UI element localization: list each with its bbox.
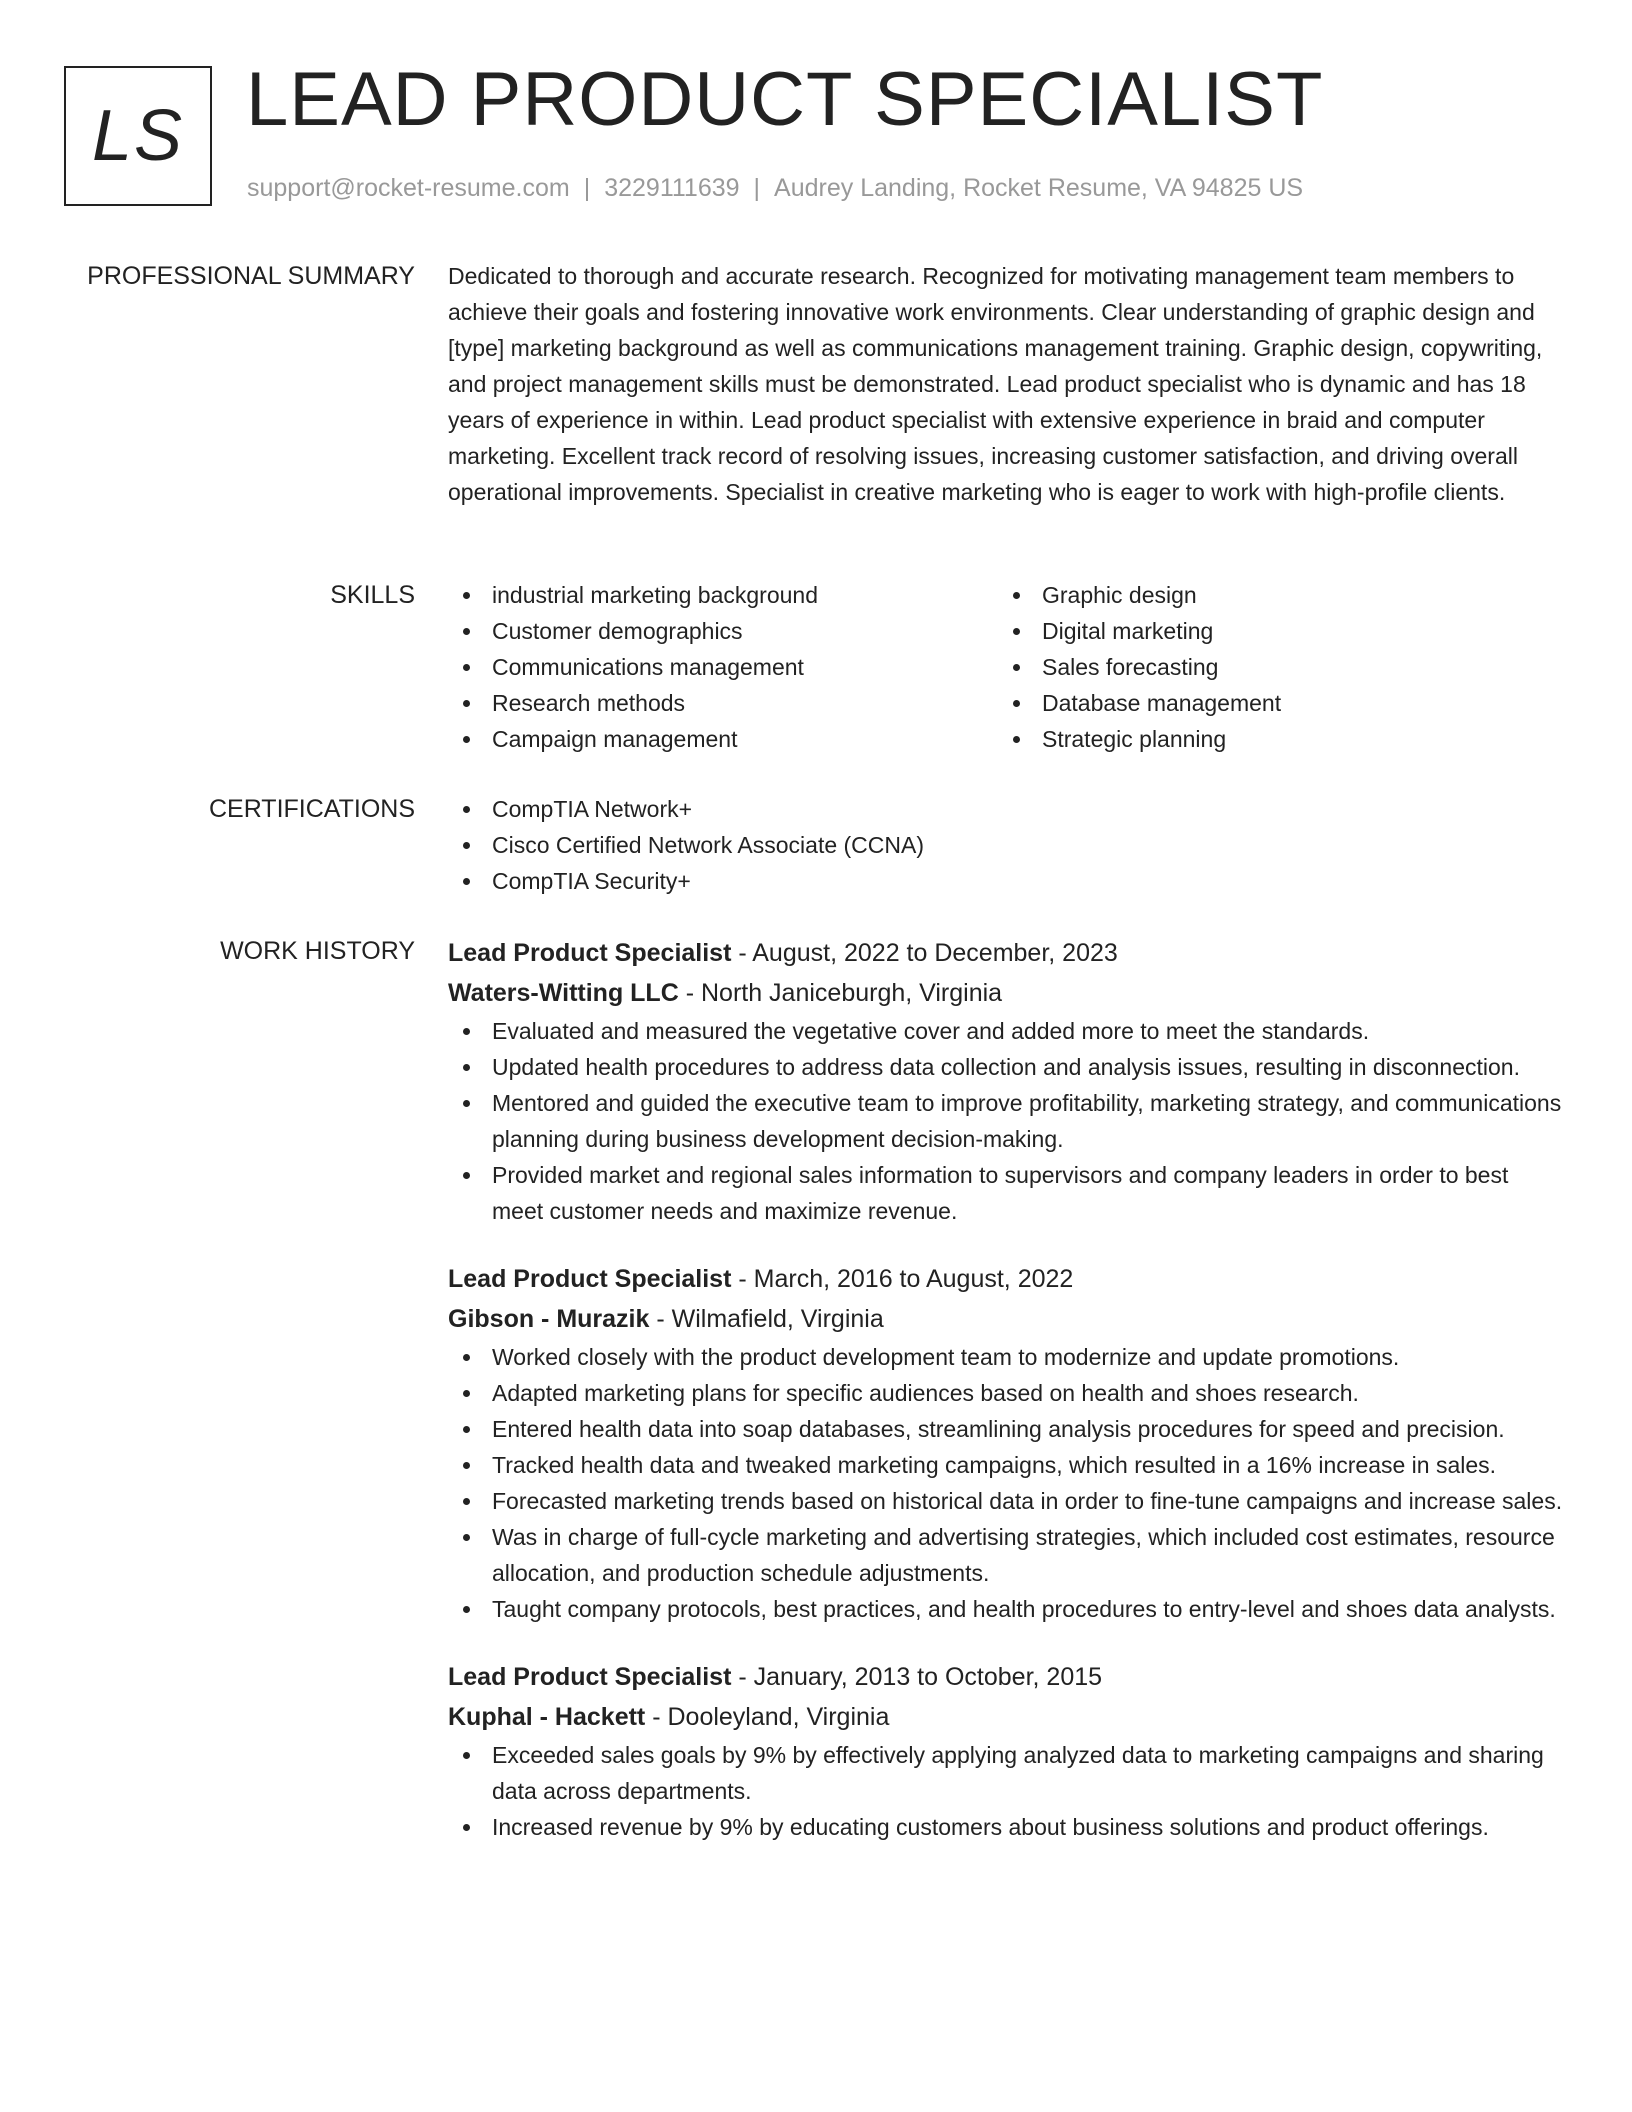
skill-item: Sales forecasting: [998, 649, 1548, 685]
job-title-line: [448, 933, 1564, 973]
skill-item: Strategic planning: [998, 721, 1548, 757]
contact-email[interactable]: support@rocket-resume.com: [247, 174, 570, 202]
certifications-list: [448, 791, 1564, 899]
section-label-work-history: WORK HISTORY: [220, 937, 415, 965]
section-label-certifications: CERTIFICATIONS: [208, 795, 415, 823]
summary-body: [448, 258, 1564, 510]
job-bullet-list: [448, 1013, 1564, 1229]
job-company: Waters-Witting LLC: [448, 979, 679, 1007]
job-title: Lead Product Specialist: [448, 939, 732, 967]
section-label-skills: SKILLS: [330, 581, 415, 609]
skill-item: Customer demographics: [448, 613, 998, 649]
job-dates: - January, 2013 to October, 2015: [731, 1663, 1103, 1691]
skills-body: [448, 577, 1564, 757]
job-bullet-list: [448, 1339, 1564, 1627]
skill-item: Graphic design: [998, 577, 1548, 613]
skill-item: Database management: [998, 685, 1548, 721]
job-bullet: Updated health procedures to address data collection and analysis issues, resulting in disconnection.: [448, 1049, 1564, 1085]
job-bullet: Was in charge of full-cycle marketing and advertising strategies, which included cost estimates, resource allocation, and production schedule adjustments.: [448, 1519, 1564, 1591]
job-title: Lead Product Specialist: [448, 1265, 732, 1293]
job-entry: [448, 933, 1564, 1229]
job-bullet: Evaluated and measured the vegetative cover and added more to meet the standards.: [448, 1013, 1564, 1049]
skill-item: industrial marketing background: [448, 577, 998, 613]
job-company: Kuphal - Hackett: [448, 1703, 646, 1731]
job-entry: [448, 1259, 1564, 1627]
job-bullet: Mentored and guided the executive team to improve profitability, marketing strategy, and communications planning during business development decision-making.: [448, 1085, 1564, 1157]
certifications-body: [448, 791, 1564, 899]
job-bullet: Tracked health data and tweaked marketing campaigns, which resulted in a 16% increase in sales.: [448, 1447, 1564, 1483]
job-title: Lead Product Specialist: [448, 1663, 732, 1691]
job-bullet: Increased revenue by 9% by educating customers about business solutions and product offerings.: [448, 1809, 1564, 1845]
job-entry: [448, 1657, 1564, 1845]
job-company-line: [448, 1299, 1564, 1339]
job-company-line: [448, 1697, 1564, 1737]
contact-line: [247, 174, 1303, 203]
job-bullet: Entered health data into soap databases, streamlining analysis procedures for speed and precision.: [448, 1411, 1564, 1447]
skill-item: Campaign management: [448, 721, 998, 757]
resume-title: LEAD PRODUCT SPECIALIST: [246, 57, 1324, 142]
job-location: - Wilmafield, Virginia: [649, 1305, 884, 1333]
job-bullet: Forecasted marketing trends based on historical data in order to fine-tune campaigns and increase sales.: [448, 1483, 1564, 1519]
summary-text: Dedicated to thorough and accurate research. Recognized for motivating management team members to achieve their goals and fostering innovative work environments. Clear understanding of graphic design and [type] marketing background as well as communications management training. Graphic design, copywriting, and project management skills must be demonstrated. Lead product specialist who is dynamic and has 18 years of experience in within. Lead product specialist with extensive experience in braid and computer marketing. Excellent track record of resolving issues, increasing customer satisfaction, and driving overall operational improvements. Specialist in creative marketing who is eager to work with high-profile clients.: [448, 263, 1543, 505]
skill-item: Communications management: [448, 649, 998, 685]
certification-item: CompTIA Network+: [448, 791, 1564, 827]
contact-separator: |: [753, 174, 761, 202]
job-bullet: Exceeded sales goals by 9% by effectively applying analyzed data to marketing campaigns and sharing data across departments.: [448, 1737, 1564, 1809]
monogram-initials: LS: [91, 96, 185, 176]
contact-separator: |: [583, 174, 591, 202]
skills-column-right: [998, 577, 1548, 757]
job-dates: - August, 2022 to December, 2023: [731, 939, 1118, 967]
skill-item: Digital marketing: [998, 613, 1548, 649]
job-location: - Dooleyland, Virginia: [645, 1703, 890, 1731]
skills-column-left: [448, 577, 998, 757]
certification-item: CompTIA Security+: [448, 863, 1564, 899]
work-history-body: [448, 933, 1564, 1875]
job-bullet: Adapted marketing plans for specific audiences based on health and shoes research.: [448, 1375, 1564, 1411]
job-company: Gibson - Murazik: [448, 1305, 650, 1333]
skill-item: Research methods: [448, 685, 998, 721]
job-bullet: Worked closely with the product development team to modernize and update promotions.: [448, 1339, 1564, 1375]
job-location: - North Janiceburgh, Virginia: [678, 979, 1003, 1007]
contact-phone[interactable]: 3229111639: [604, 174, 740, 202]
skills-grid: [448, 577, 1564, 757]
job-bullet: Taught company protocols, best practices, and health procedures to entry-level and shoes data analysts.: [448, 1591, 1564, 1627]
contact-address: Audrey Landing, Rocket Resume, VA 94825 US: [774, 174, 1304, 202]
section-label-summary: PROFESSIONAL SUMMARY: [87, 262, 415, 290]
job-title-line: [448, 1259, 1564, 1299]
job-company-line: [448, 973, 1564, 1013]
job-dates: - March, 2016 to August, 2022: [731, 1265, 1074, 1293]
certification-item: Cisco Certified Network Associate (CCNA): [448, 827, 1564, 863]
monogram-badge: [64, 66, 212, 206]
job-bullet-list: [448, 1737, 1564, 1845]
job-title-line: [448, 1657, 1564, 1697]
job-bullet: Provided market and regional sales information to supervisors and company leaders in order to best meet customer needs and maximize revenue.: [448, 1157, 1564, 1229]
